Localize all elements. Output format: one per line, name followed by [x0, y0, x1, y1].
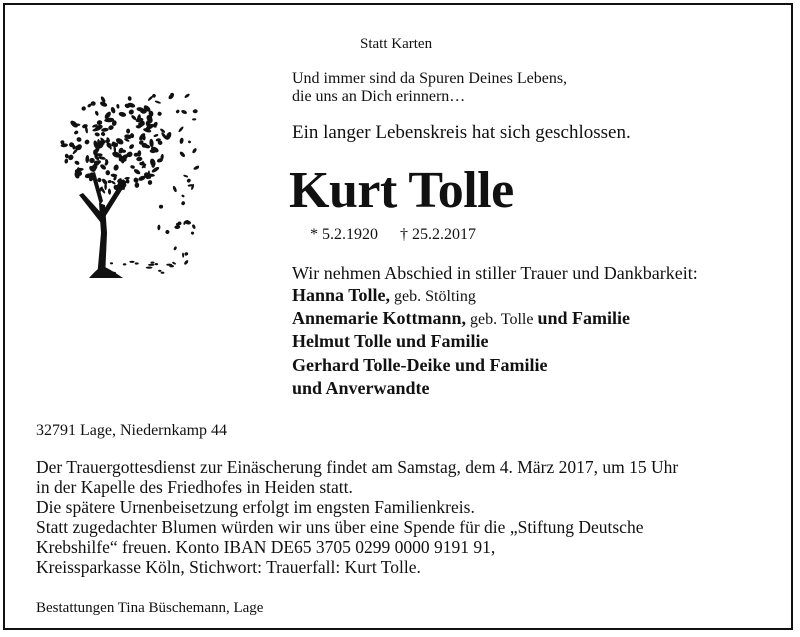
obituary-frame: [3, 3, 793, 630]
lebenskreis-line: Ein langer Lebenskreis hat sich geschlossen.: [292, 122, 631, 143]
mourner-name: Annemarie Kottmann,: [292, 308, 466, 328]
windblown-tree-icon: [39, 83, 199, 278]
deceased-name: Kurt Tolle: [289, 162, 514, 219]
mourner-name: Gerhard Tolle-Deike und Familie: [292, 355, 548, 375]
mourner-name: Hanna Tolle,: [292, 285, 391, 305]
death-date: † 25.2.2017: [400, 226, 476, 243]
mourner-name: Helmut Tolle und Familie: [292, 331, 489, 351]
mourner-note: geb. Tolle: [466, 311, 538, 328]
service-text-line: Statt zugedachter Blumen würden wir uns über eine Spende für die „Stiftung Deutsche: [36, 517, 644, 537]
mourner-line: [292, 332, 489, 350]
poem-line-2: die uns an Dich erinnern…: [292, 88, 466, 105]
mourner-suffix: und Familie: [537, 308, 630, 328]
service-text-line: in der Kapelle des Friedhofes in Heiden statt.: [36, 477, 353, 497]
mourner-name: und Anverwandte: [292, 378, 430, 398]
service-text-line: Der Trauergottesdienst zur Einäscherung findet am Samstag, dem 4. März 2017, um 15 Uhr: [36, 457, 679, 477]
farewell-line: Wir nehmen Abschied in stiller Trauer und Dankbarkeit:: [292, 263, 698, 283]
service-text-line: Kreissparkasse Köln, Stichwort: Trauerfall: Kurt Tolle.: [36, 557, 421, 577]
service-text-line: Krebshilfe“ freuen. Konto IBAN DE65 3705 0299 0000 9191 91,: [36, 537, 496, 557]
address: 32791 Lage, Niedernkamp 44: [36, 422, 228, 439]
header-statt-karten: Statt Karten: [360, 36, 433, 52]
poem-line-1: Und immer sind da Spuren Deines Lebens,: [292, 70, 568, 87]
mourner-line: [292, 356, 548, 374]
mourner-line: [292, 379, 430, 397]
mourner-line: [292, 309, 630, 328]
mourner-note: geb. Stölting: [390, 288, 476, 305]
birth-date: * 5.2.1920: [310, 226, 378, 243]
life-dates: [310, 227, 476, 243]
mourner-line: [292, 286, 476, 305]
service-text-line: Die spätere Urnenbeisetzung erfolgt im engsten Familienkreis.: [36, 497, 475, 517]
funeral-home: Bestattungen Tina Büschemann, Lage: [36, 600, 264, 616]
